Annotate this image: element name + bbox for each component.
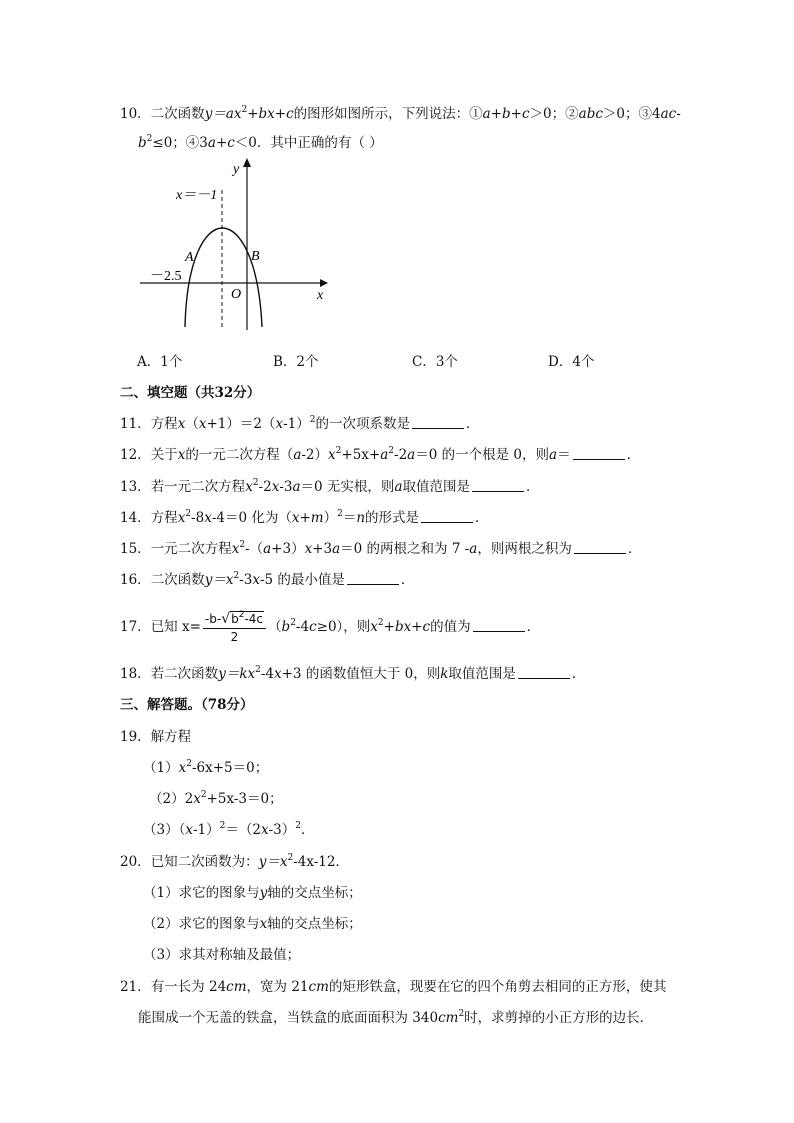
option-d: D．4个 [548, 354, 595, 370]
question-19-part-3: $(3)(x-1)^2=(2x-3)^2$． [143, 821, 315, 838]
point-a-label: A [185, 250, 194, 265]
x-axis-label: x [317, 288, 324, 303]
quadratic-root-fraction: $\frac{-b-√b^2-4c}{2}$ [203, 610, 266, 645]
parabola-curve [185, 228, 262, 327]
answer-blank [347, 572, 399, 585]
answer-blank [573, 447, 625, 460]
question-20-part-3: （3）求其对称轴及最值； [143, 947, 301, 963]
origin-label: O [231, 287, 242, 302]
answer-blank [412, 416, 464, 429]
option-a: A．1个 [137, 354, 183, 370]
x-axis-arrow [320, 279, 328, 287]
answer-blank [574, 541, 626, 554]
question-21-line-1: 21．有一长为 24cm，宽为 21cm的矩形铁盒，现要在它的四个角剪去相同的正方形，使其 [120, 979, 667, 995]
question-10-line-2: $b^2\le 0$；④3a+c＜0．其中正确的有（ ） [138, 134, 383, 151]
question-19: 19．解方程 [120, 729, 192, 745]
symmetry-line-label: x＝－1 [176, 188, 218, 203]
option-b: B．2个 [273, 354, 319, 370]
y-axis-label: y [233, 162, 240, 177]
question-18: 18．若二次函数$y=kx^2-4x+3$ 的函数值恒大于 0，则k取值范围是 ． [120, 665, 586, 682]
question-15: 15．一元二次方程$x^2-(a+3)x+3a=0$ 的两根之和为 7 -a，则两根之积为 ． [120, 540, 642, 557]
question-11: 11．方程$x(x+1)=2(x-1)^2$的一次项系数是 ． [120, 415, 480, 432]
question-20-part-1: （1）求它的图象与y轴的交点坐标； [143, 885, 362, 901]
point-b-label: B [251, 249, 260, 264]
answer-blank [473, 619, 525, 632]
section-3-heading: 三、解答题。（78分） [120, 697, 254, 713]
question-14: 14．方程$x^2-8x-4=0$ 化为$(x+m)^2=n$的形式是 ． [120, 509, 489, 526]
section-2-heading: 二、填空题（共32分） [120, 385, 261, 401]
question-19-part-1: $(1)x^2-6x+5=0$； [143, 759, 269, 776]
parabola-graph [130, 155, 340, 340]
option-c: C．3个 [412, 354, 458, 370]
question-21-line-2: 能围成一个无盖的铁盒，当铁盒的底面面积为 $340cm^2$时，求剪掉的小正方形的边长． [138, 1009, 654, 1026]
question-17: 17．已知 x= $\frac{-b-√b^2-4c}{2}$ $(b^2-4c\ge 0)$，则$x^2+bx+c$的值为 ． [120, 610, 541, 644]
answer-blank [472, 479, 524, 492]
question-16: 16．二次函数$y=x^2-3x-5$ 的最小值是 ． [120, 571, 415, 588]
intercept-label: －2.5 [150, 269, 182, 284]
question-10-line-1: 10．二次函数$y=ax^2+bx+c$的图形如图所示，下列说法：①a+b+c＞0；②abc＞0；③4ac- [120, 105, 681, 122]
y-axis-arrow [243, 158, 251, 167]
question-20-part-2: （2）求它的图象与x轴的交点坐标； [143, 916, 362, 932]
question-12: 12．关于x的一元二次方程$(a-2)x^2+5x+a^2-2a=0$ 的一个根是 0，则a＝ ． [120, 446, 641, 463]
answer-blank [518, 666, 570, 679]
question-19-part-2: $(2)2x^2+5x-3=0$； [149, 790, 283, 807]
answer-blank [421, 510, 473, 523]
question-13: 13．若一元二次方程$x^2-2x-3a=0$ 无实根，则a取值范围是 ． [120, 478, 540, 495]
question-20: 20．已知二次函数为：$y=x^2-4x-12$． [120, 853, 349, 870]
